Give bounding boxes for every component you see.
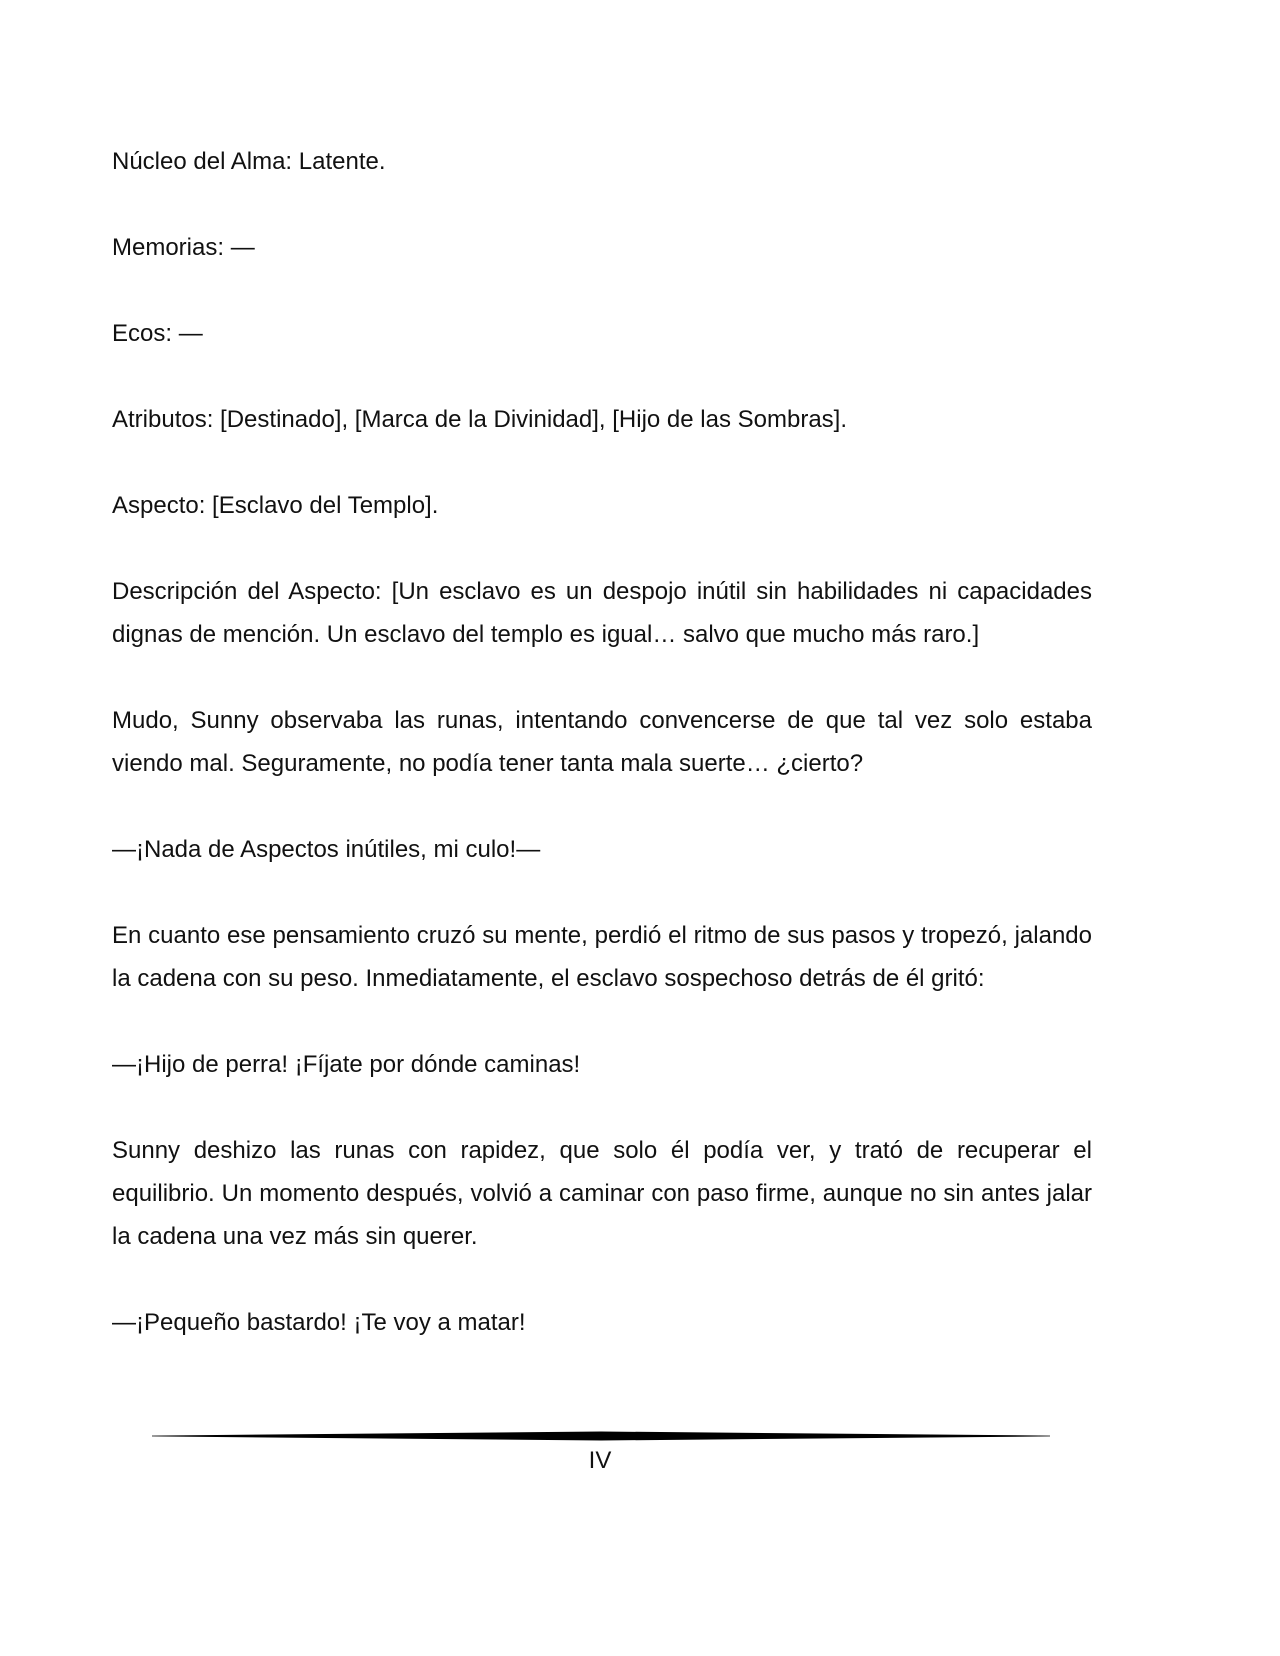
dialogue-line: —¡Pequeño bastardo! ¡Te voy a matar! <box>112 1309 526 1336</box>
dialogue-line: —¡Nada de Aspectos inútiles, mi culo!— <box>112 836 541 863</box>
page-number: IV <box>588 1447 612 1474</box>
narrative-paragraph: En cuanto ese pensamiento cruzó su mente, perdió el ritmo de sus pasos y tropezó, jalando la cadena con su peso. Inmediatamente, el esclavo sospechoso detrás de él gritó: <box>112 922 1092 992</box>
page-body <box>112 140 1092 1387</box>
aspect-description-paragraph: Descripción del Aspecto: [Un esclavo es un despojo inútil sin habilidades ni capacidades dignas de mención. Un esclavo del templo es igual… salvo que mucho más raro.] <box>112 578 1092 648</box>
aspect-line: Aspecto: [Esclavo del Templo]. <box>112 492 439 519</box>
dialogue-line: —¡Hijo de perra! ¡Fíjate por dónde caminas! <box>112 1051 581 1078</box>
footer-divider <box>152 1430 1050 1442</box>
memories-line: Memorias: — <box>112 234 255 261</box>
attributes-line: Atributos: [Destinado], [Marca de la Divinidad], [Hijo de las Sombras]. <box>112 406 847 433</box>
echoes-line: Ecos: — <box>112 320 203 347</box>
narrative-paragraph: Mudo, Sunny observaba las runas, intentando convencerse de que tal vez solo estaba viendo mal. Seguramente, no podía tener tanta mala suerte… ¿cierto? <box>112 707 1092 777</box>
narrative-paragraph: Sunny deshizo las runas con rapidez, que solo él podía ver, y trató de recuperar el equilibrio. Un momento después, volvió a caminar con paso firme, aunque no sin antes jalar la cadena una vez más sin querer. <box>112 1137 1092 1250</box>
soul-core-line: Núcleo del Alma: Latente. <box>112 148 386 175</box>
